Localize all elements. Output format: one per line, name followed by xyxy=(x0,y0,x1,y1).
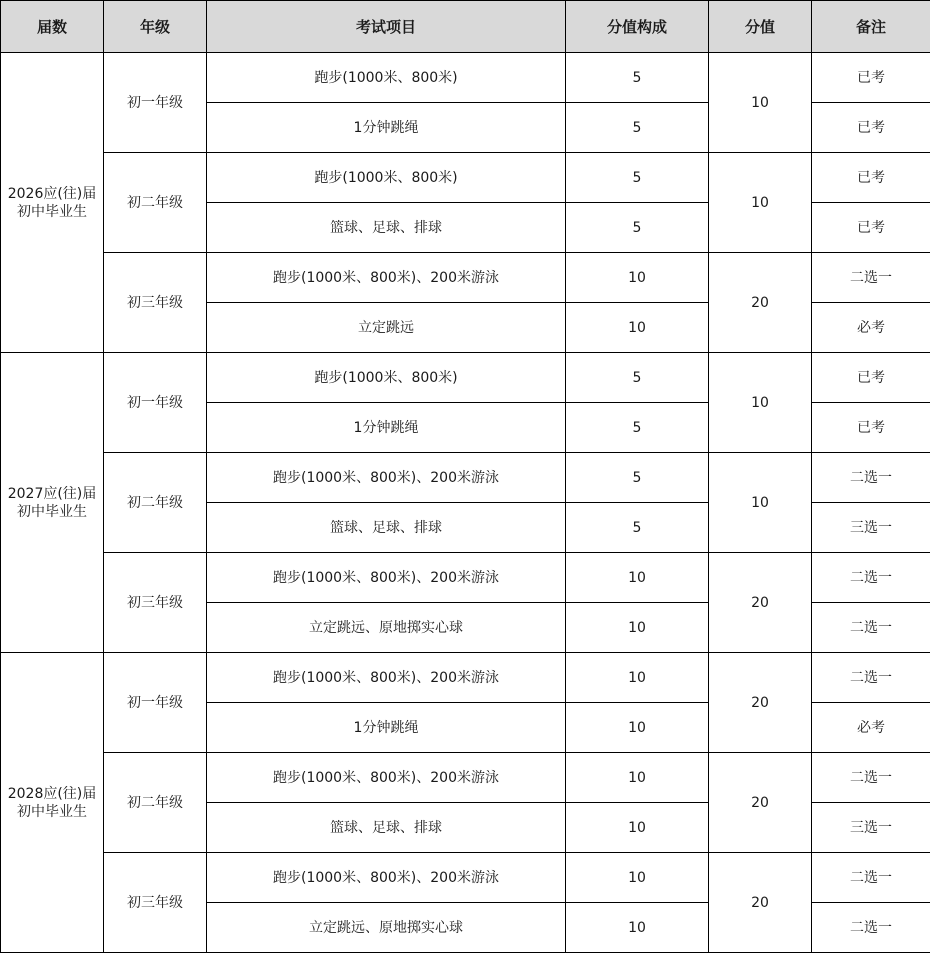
exam-item-cell: 跑步(1000米、800米) xyxy=(207,153,566,203)
grade-cell: 初一年级 xyxy=(104,53,207,153)
note-cell: 二选一 xyxy=(812,753,930,803)
points-breakdown-cell: 5 xyxy=(566,353,709,403)
table-row xyxy=(1,653,930,703)
note-cell: 已考 xyxy=(812,103,930,153)
note-cell: 已考 xyxy=(812,403,930,453)
points-breakdown-cell: 10 xyxy=(566,603,709,653)
note-cell: 已考 xyxy=(812,153,930,203)
note-cell: 已考 xyxy=(812,353,930,403)
table-row xyxy=(1,53,930,103)
grade-cell: 初二年级 xyxy=(104,453,207,553)
points-breakdown-cell: 10 xyxy=(566,803,709,853)
header-row xyxy=(1,1,930,53)
points-breakdown-cell: 5 xyxy=(566,153,709,203)
table-row xyxy=(1,453,930,503)
table-row xyxy=(1,753,930,803)
points-total-cell: 20 xyxy=(709,553,812,653)
exam-item-cell: 跑步(1000米、800米)、200米游泳 xyxy=(207,853,566,903)
grade-cell: 初二年级 xyxy=(104,153,207,253)
exam-item-cell: 立定跳远、原地掷实心球 xyxy=(207,603,566,653)
points-breakdown-cell: 10 xyxy=(566,753,709,803)
table-row xyxy=(1,553,930,603)
exam-item-cell: 跑步(1000米、800米) xyxy=(207,53,566,103)
exam-item-cell: 1分钟跳绳 xyxy=(207,103,566,153)
points-breakdown-cell: 5 xyxy=(566,403,709,453)
header-grade: 年级 xyxy=(104,1,207,53)
grade-cell: 初二年级 xyxy=(104,753,207,853)
note-cell: 二选一 xyxy=(812,553,930,603)
points-breakdown-cell: 10 xyxy=(566,903,709,953)
note-cell: 二选一 xyxy=(812,653,930,703)
exam-item-cell: 跑步(1000米、800米) xyxy=(207,353,566,403)
grade-cell: 初一年级 xyxy=(104,353,207,453)
table-row xyxy=(1,253,930,303)
cohort-cell: 2026应(往)届 初中毕业生 xyxy=(1,53,104,353)
exam-item-cell: 跑步(1000米、800米)、200米游泳 xyxy=(207,253,566,303)
points-total-cell: 20 xyxy=(709,653,812,753)
points-breakdown-cell: 10 xyxy=(566,553,709,603)
note-cell: 二选一 xyxy=(812,853,930,903)
note-cell: 二选一 xyxy=(812,903,930,953)
header-exam-item: 考试项目 xyxy=(207,1,566,53)
exam-item-cell: 立定跳远 xyxy=(207,303,566,353)
points-total-cell: 20 xyxy=(709,753,812,853)
note-cell: 三选一 xyxy=(812,803,930,853)
points-total-cell: 10 xyxy=(709,353,812,453)
header-note: 备注 xyxy=(812,1,930,53)
points-breakdown-cell: 5 xyxy=(566,503,709,553)
exam-item-cell: 篮球、足球、排球 xyxy=(207,203,566,253)
points-breakdown-cell: 10 xyxy=(566,303,709,353)
note-cell: 二选一 xyxy=(812,253,930,303)
points-breakdown-cell: 10 xyxy=(566,653,709,703)
grade-cell: 初三年级 xyxy=(104,853,207,953)
note-cell: 必考 xyxy=(812,303,930,353)
points-total-cell: 10 xyxy=(709,53,812,153)
table-row xyxy=(1,853,930,903)
points-breakdown-cell: 10 xyxy=(566,253,709,303)
cohort-cell: 2028应(往)届 初中毕业生 xyxy=(1,653,104,953)
note-cell: 必考 xyxy=(812,703,930,753)
points-breakdown-cell: 10 xyxy=(566,853,709,903)
table-body xyxy=(1,53,930,953)
exam-item-cell: 篮球、足球、排球 xyxy=(207,503,566,553)
grade-cell: 初三年级 xyxy=(104,553,207,653)
exam-item-cell: 篮球、足球、排球 xyxy=(207,803,566,853)
table-row xyxy=(1,153,930,203)
exam-item-cell: 1分钟跳绳 xyxy=(207,703,566,753)
exam-item-cell: 立定跳远、原地掷实心球 xyxy=(207,903,566,953)
points-breakdown-cell: 5 xyxy=(566,453,709,503)
note-cell: 已考 xyxy=(812,53,930,103)
header-points-breakdown: 分值构成 xyxy=(566,1,709,53)
exam-item-cell: 跑步(1000米、800米)、200米游泳 xyxy=(207,653,566,703)
table-row xyxy=(1,353,930,403)
note-cell: 已考 xyxy=(812,203,930,253)
grade-cell: 初三年级 xyxy=(104,253,207,353)
exam-item-cell: 跑步(1000米、800米)、200米游泳 xyxy=(207,753,566,803)
cohort-cell: 2027应(往)届 初中毕业生 xyxy=(1,353,104,653)
points-total-cell: 20 xyxy=(709,253,812,353)
points-total-cell: 10 xyxy=(709,153,812,253)
points-total-cell: 10 xyxy=(709,453,812,553)
note-cell: 三选一 xyxy=(812,503,930,553)
header-cohort: 届数 xyxy=(1,1,104,53)
exam-item-cell: 1分钟跳绳 xyxy=(207,403,566,453)
grade-cell: 初一年级 xyxy=(104,653,207,753)
note-cell: 二选一 xyxy=(812,603,930,653)
points-breakdown-cell: 5 xyxy=(566,53,709,103)
points-breakdown-cell: 10 xyxy=(566,703,709,753)
note-cell: 二选一 xyxy=(812,453,930,503)
points-breakdown-cell: 5 xyxy=(566,203,709,253)
points-breakdown-cell: 5 xyxy=(566,103,709,153)
exam-item-cell: 跑步(1000米、800米)、200米游泳 xyxy=(207,453,566,503)
exam-item-cell: 跑步(1000米、800米)、200米游泳 xyxy=(207,553,566,603)
header-points: 分值 xyxy=(709,1,812,53)
points-total-cell: 20 xyxy=(709,853,812,953)
